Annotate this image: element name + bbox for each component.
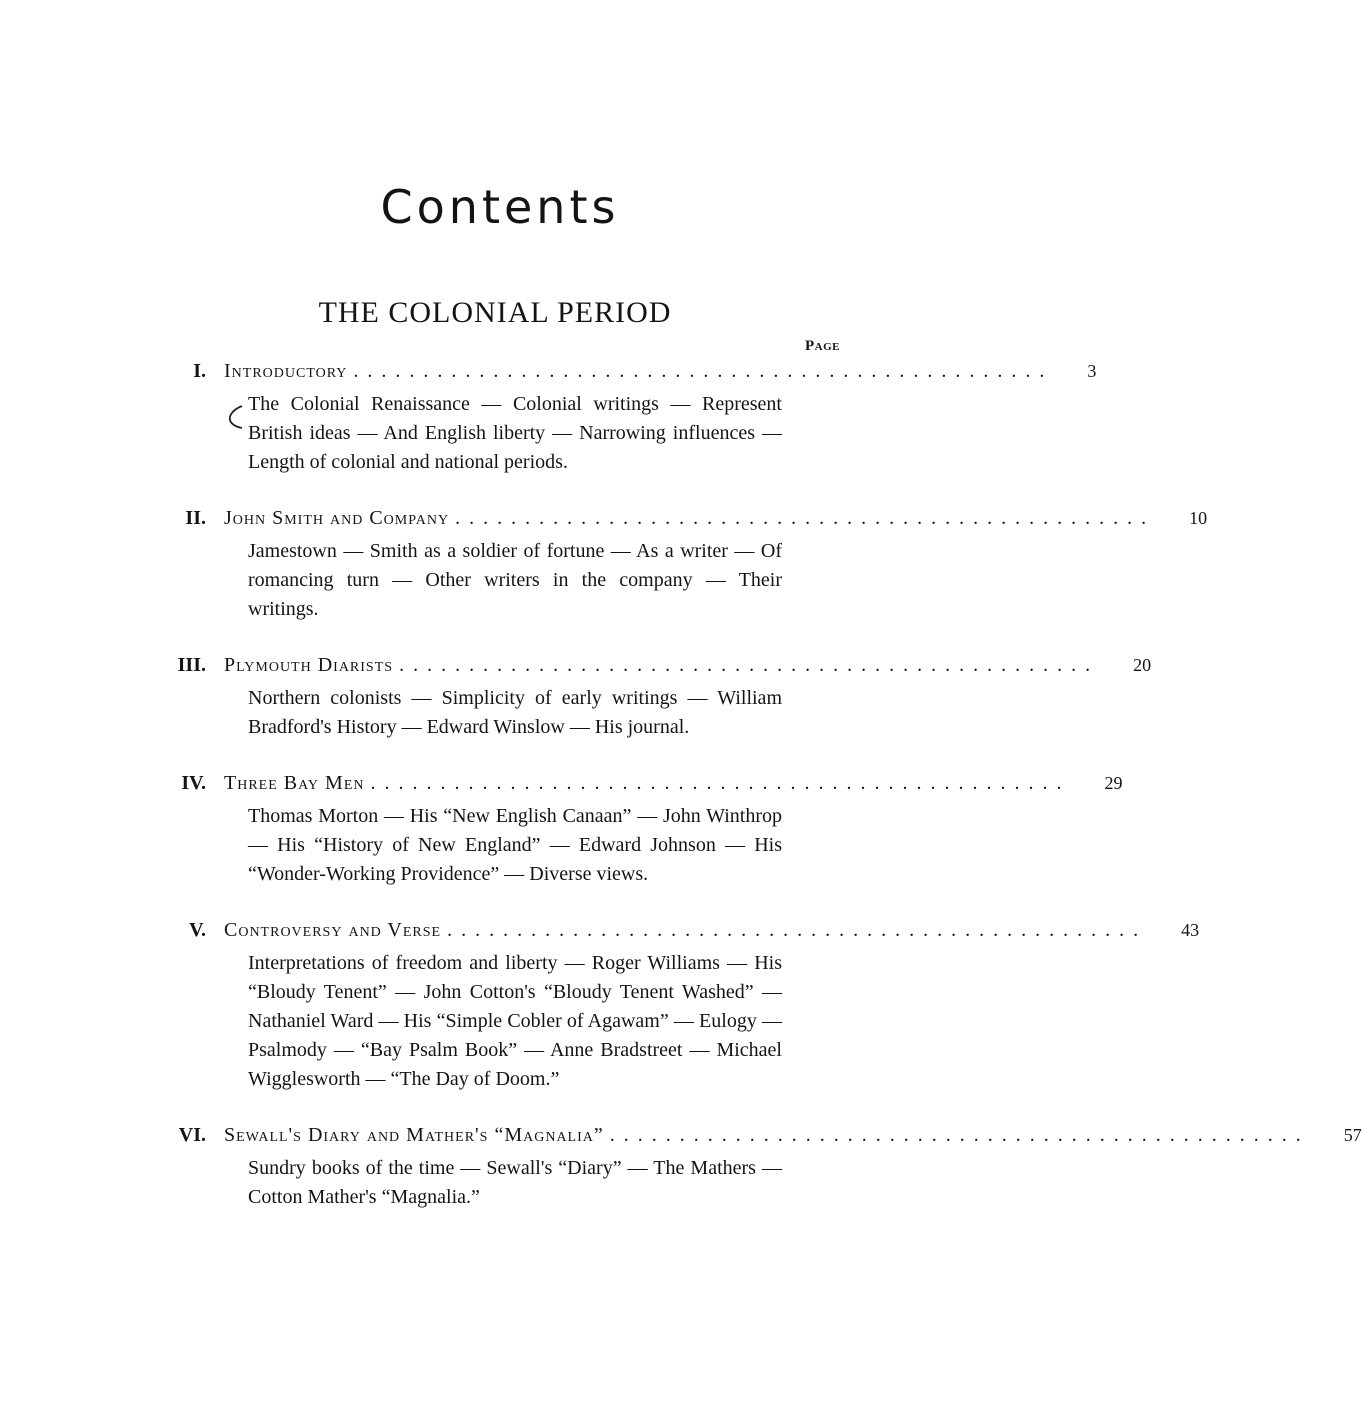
contents-entry-4 [160, 772, 1123, 889]
contents-entry-2 [160, 507, 1208, 624]
chapter-numeral: V. [189, 919, 206, 941]
contents-entry-6 [160, 1124, 1362, 1212]
dot-leader: .................................................. [447, 919, 1148, 941]
dot-leader: .................................................. [370, 772, 1071, 794]
chapter-numeral: I. [193, 360, 206, 382]
page-title: Contents [380, 180, 620, 234]
chapter-numeral: VI. [178, 1124, 206, 1146]
chapter-summary: Thomas Morton — His “New English Canaan” — John Winthrop — His “History of New England” — Edward Johnson — His “Wonder-Working Providence” — Diverse views. [248, 805, 782, 885]
contents-entry-1 [160, 360, 1097, 477]
section-title: THE COLONIAL PERIOD [318, 296, 672, 329]
chapter-numeral: III. [177, 654, 206, 676]
contents-entry-3 [160, 654, 1152, 742]
dot-leader: .................................................. [609, 1124, 1310, 1146]
chapter-page-number: 3 [1087, 361, 1097, 381]
chapter-page-number: 20 [1133, 655, 1152, 675]
chapter-page-number: 10 [1189, 508, 1208, 528]
chapter-title: Sewall's Diary and Mather's “Magnalia” [224, 1124, 604, 1146]
chapter-title: John Smith and Company [224, 507, 450, 529]
page-column-header: Page [805, 338, 840, 354]
chapter-title: Three Bay Men [224, 772, 365, 794]
dot-leader: .................................................. [455, 507, 1156, 529]
chapter-numeral: II. [185, 507, 206, 529]
chapter-summary: Northern colonists — Simplicity of early writings — William Bradford's History — Edward Winslow — His journal. [248, 687, 782, 738]
contents-list [160, 360, 1362, 1242]
chapter-summary: Sundry books of the time — Sewall's “Diary” — The Mathers — Cotton Mather's “Magnalia.” [248, 1157, 782, 1208]
chapter-title: Controversy and Verse [224, 919, 442, 941]
chapter-page-number: 43 [1181, 920, 1200, 940]
chapter-page-number: 29 [1104, 773, 1123, 793]
chapter-summary: Interpretations of freedom and liberty — Roger Williams — His “Bloudy Tenent” — John Cotton's “Bloudy Tenent Washed” — Nathaniel Ward — His “Simple Cobler of Agawam” — Eulogy — Psalmody — “Bay Psalm Book” — Anne Bradstreet — Michael Wigglesworth — “The Day of Doom.” [248, 952, 782, 1090]
chapter-numeral: IV. [181, 772, 206, 794]
dot-leader: .................................................. [353, 360, 1054, 382]
chapter-title: Introductory [224, 360, 348, 382]
chapter-page-number: 57 [1343, 1125, 1362, 1145]
chapter-title: Plymouth Diarists [224, 654, 394, 676]
dot-leader: .................................................. [399, 654, 1100, 676]
contents-entry-5 [160, 919, 1200, 1094]
chapter-summary: Jamestown — Smith as a soldier of fortune — As a writer — Of romancing turn — Other writers in the company — Their writings. [248, 540, 782, 620]
chapter-summary: The Colonial Renaissance — Colonial writings — Represent British ideas — And English liberty — Narrowing influences — Length of colonial and national periods. [248, 393, 782, 473]
